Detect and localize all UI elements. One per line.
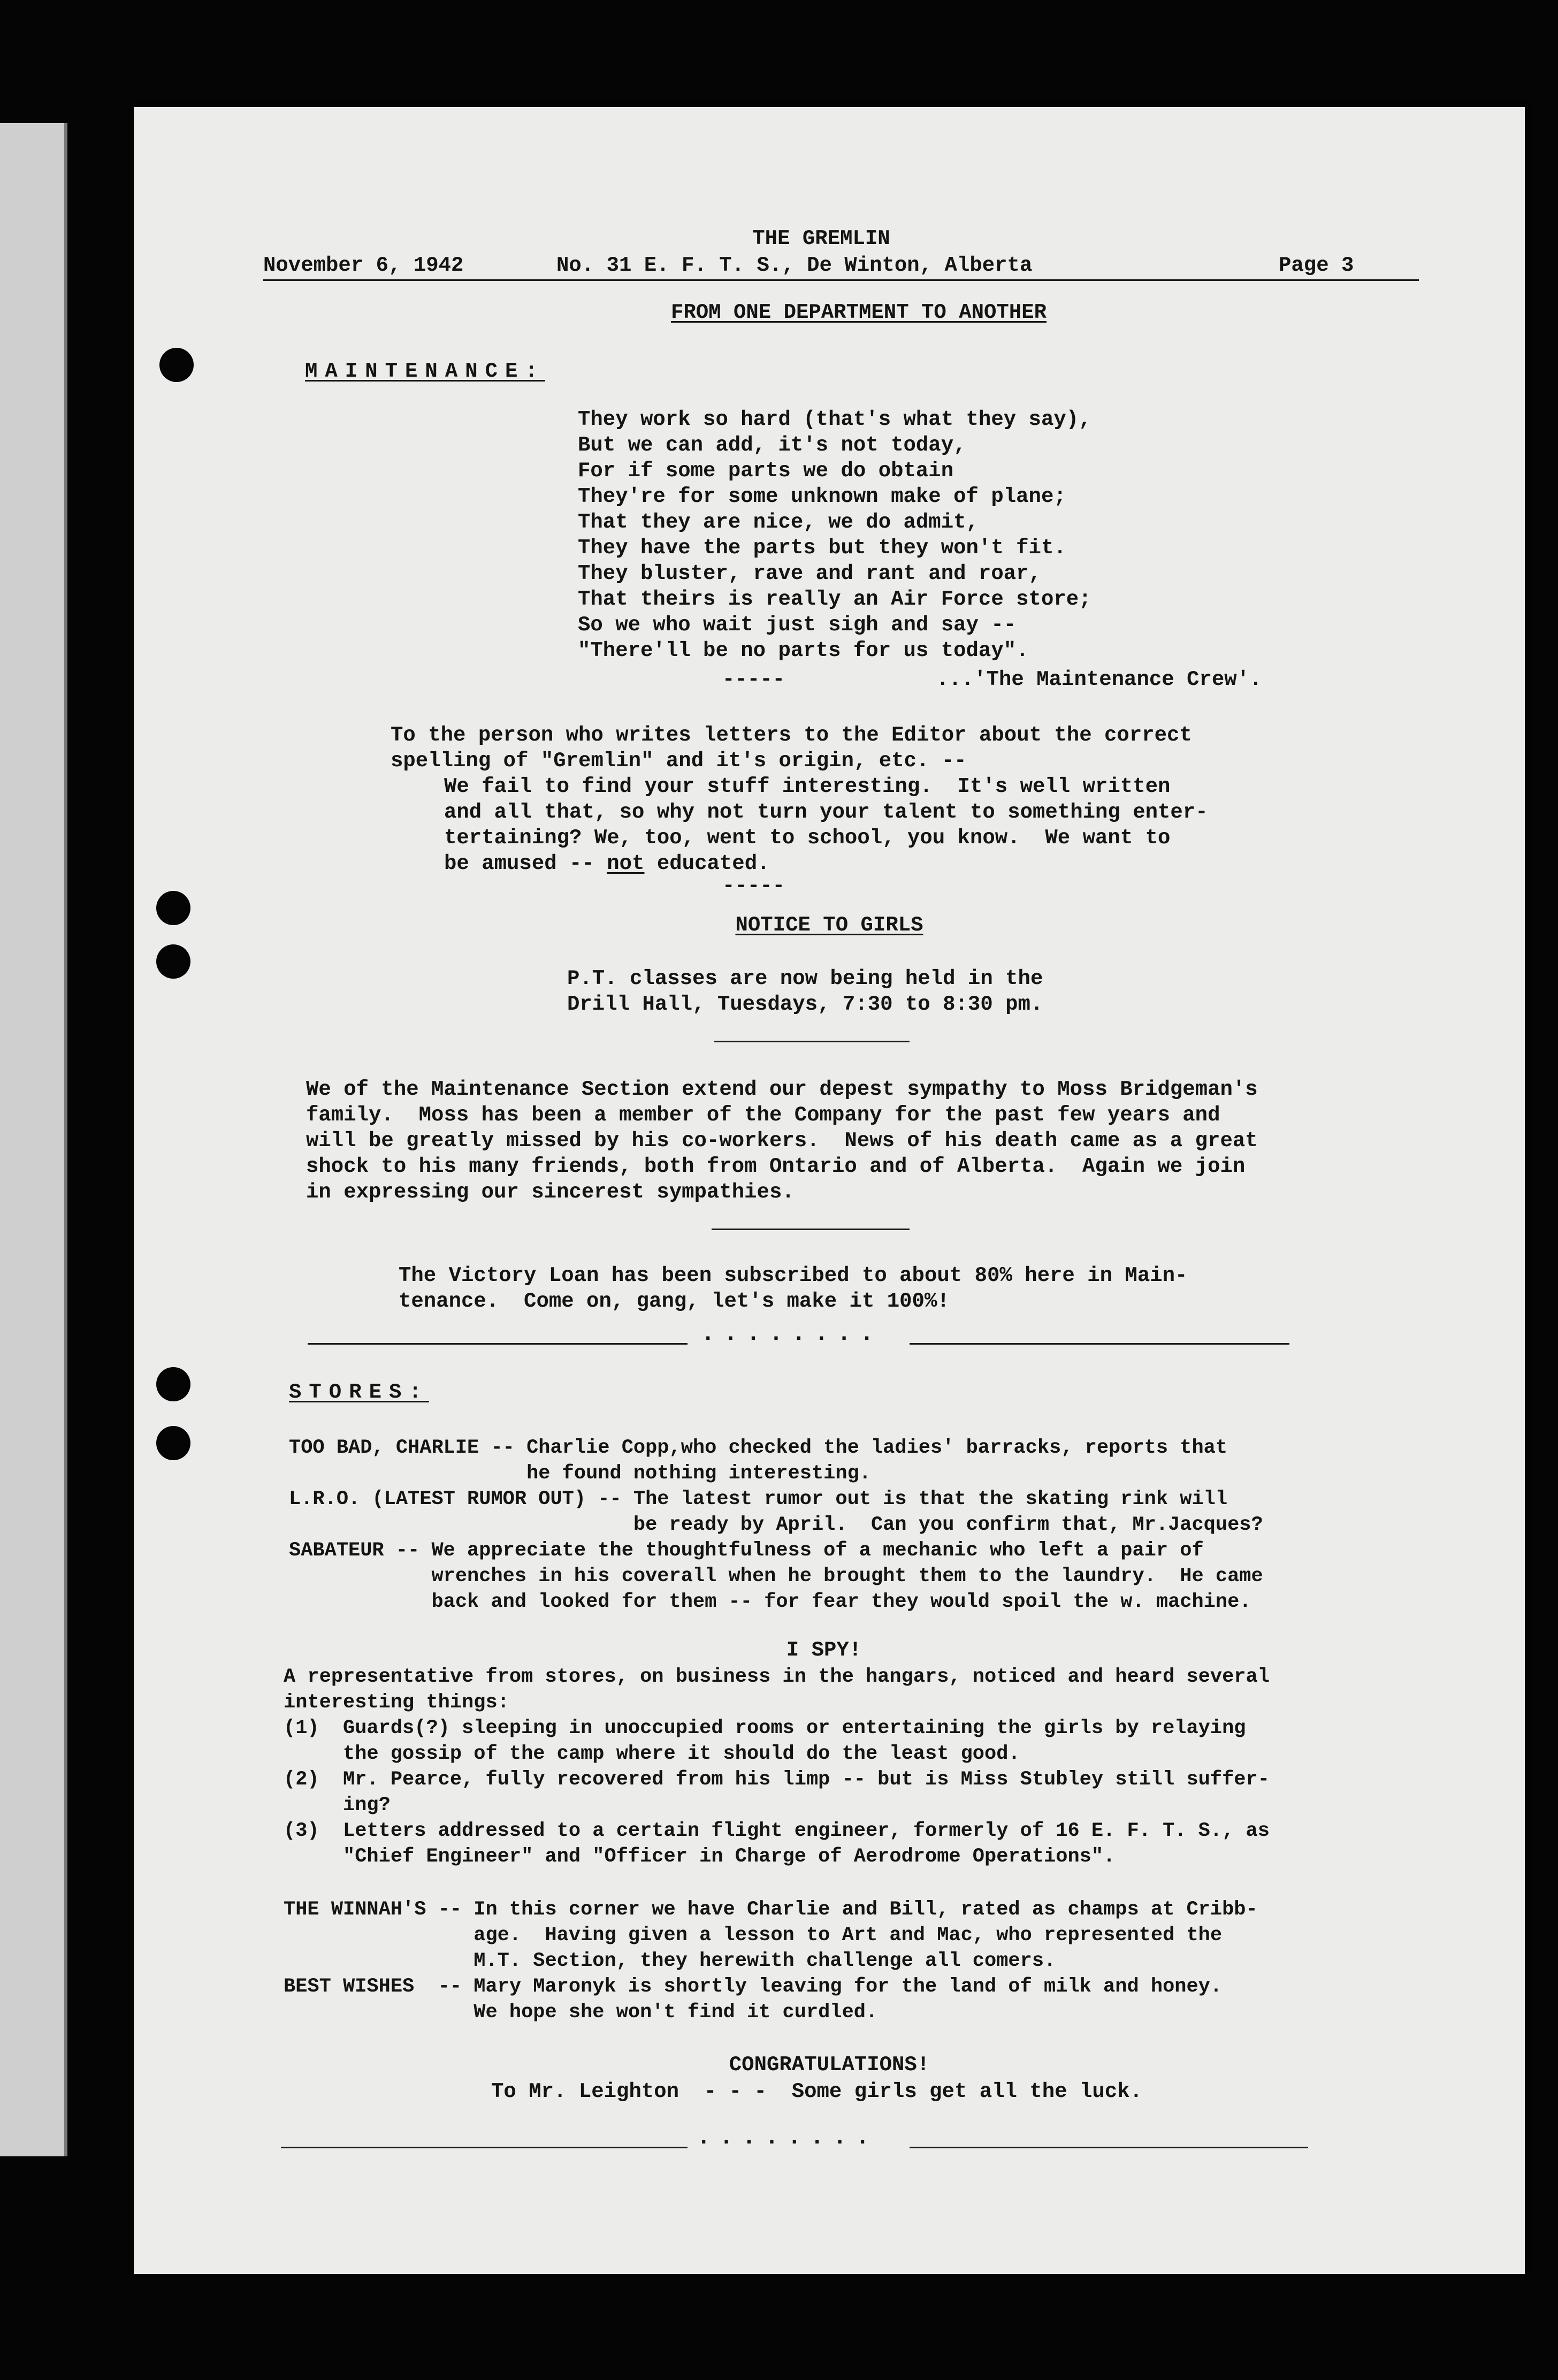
spy-intro-line: A representative from stores, on business in the hangars, noticed and heard several <box>284 1666 1270 1688</box>
stores-line: M.T. Section, they herewith challenge all comers. <box>284 1950 1056 1972</box>
maintenance-heading: MAINTENANCE: <box>305 360 545 383</box>
editor-note-line: be amused -- not educated. <box>444 852 770 875</box>
stores-line: he found nothing interesting. <box>289 1462 871 1485</box>
spy-title: I SPY! <box>786 1638 862 1662</box>
section-title: FROM ONE DEPARTMENT TO ANOTHER <box>670 301 1047 324</box>
stores-heading: STORES: <box>289 1380 429 1404</box>
notice-title: NOTICE TO GIRLS <box>735 913 923 937</box>
editor-note-line: To the person who writes letters to the Editor about the correct <box>391 723 1192 747</box>
notice-line: P.T. classes are now being held in the <box>567 967 1043 990</box>
sympathy-line: shock to his many friends, both from Ontario and of Alberta. Again we join <box>306 1155 1246 1178</box>
editor-note-line: spelling of "Gremlin" and it's origin, etc. -- <box>391 749 967 773</box>
punch-hole <box>156 944 190 979</box>
spy-list-line: (1) Guards(?) sleeping in unoccupied rooms or entertaining the girls by relaying <box>284 1717 1246 1740</box>
victory-loan-line: The Victory Loan has been subscribed to about 80% here in Main- <box>399 1264 1188 1287</box>
header-rule <box>263 279 1419 281</box>
masthead: THE GREMLIN <box>752 227 890 250</box>
unit-location: No. 31 E. F. T. S., De Winton, Alberta <box>556 254 1033 277</box>
section-rule <box>910 2147 1308 2148</box>
stores-line: We hope she won't find it curdled. <box>284 2001 878 2024</box>
sympathy-line: family. Moss has been a member of the Company for the past few years and <box>306 1103 1220 1127</box>
divider-rule <box>712 1229 910 1230</box>
poem-line: They have the parts but they won't fit. <box>578 536 1066 560</box>
stores-line: back and looked for them -- for fear they would spoil the w. machine. <box>289 1591 1251 1613</box>
poem-line: That theirs is really an Air Force store; <box>578 588 1091 611</box>
separator: ----- <box>722 874 785 898</box>
stores-line: wrenches in his coverall when he brought them to the laundry. He came <box>289 1565 1263 1588</box>
stores-line: THE WINNAH'S -- In this corner we have Charlie and Bill, rated as champs at Cribb- <box>284 1898 1258 1921</box>
punch-hole <box>156 891 190 925</box>
stores-line: SABATEUR -- We appreciate the thoughtfulness of a mechanic who left a pair of <box>289 1539 1204 1562</box>
section-rule <box>281 2147 688 2148</box>
stores-line: age. Having given a lesson to Art and Mac, who represented the <box>284 1924 1223 1947</box>
divider-rule <box>714 1041 910 1042</box>
punch-hole <box>156 1426 190 1460</box>
spy-list-line: (3) Letters addressed to a certain flight engineer, formerly of 16 E. F. T. S., as <box>284 1820 1270 1842</box>
poem-line: "There'll be no parts for us today". <box>578 639 1029 662</box>
congrats-line: To Mr. Leighton - - - Some girls get all the luck. <box>491 2080 1142 2103</box>
congrats-title: CONGRATULATIONS! <box>729 2053 930 2077</box>
spy-list-line: ing? <box>284 1794 391 1817</box>
spy-list-line: "Chief Engineer" and "Officer in Charge of Aerodrome Operations". <box>284 1845 1116 1868</box>
section-rule <box>910 1343 1289 1345</box>
editor-note-line: and all that, so why not turn your talent to something enter- <box>444 800 1208 824</box>
stores-line: TOO BAD, CHARLIE -- Charlie Copp,who checked the ladies' barracks, reports that <box>289 1437 1228 1459</box>
separator: ----- <box>722 668 785 691</box>
poem-line: That they are nice, we do admit, <box>578 510 979 534</box>
poem-line: They're for some unknown make of plane; <box>578 485 1066 508</box>
spy-list-line: the gossip of the camp where it should do the least good. <box>284 1743 1020 1765</box>
victory-loan-line: tenance. Come on, gang, let's make it 100%! <box>399 1290 950 1313</box>
section-rule <box>308 1343 688 1345</box>
punch-hole <box>159 348 194 382</box>
sympathy-line: We of the Maintenance Section extend our depest sympathy to Moss Bridgeman's <box>306 1078 1258 1101</box>
poem-line: For if some parts we do obtain <box>578 459 954 483</box>
notice-line: Drill Hall, Tuesdays, 7:30 to 8:30 pm. <box>567 993 1043 1016</box>
editor-note-line: tertaining? We, too, went to school, you know. We want to <box>444 826 1171 850</box>
stores-line: be ready by April. Can you confirm that, Mr.Jacques? <box>289 1514 1263 1536</box>
poem-line: So we who wait just sigh and say -- <box>578 613 1017 637</box>
spy-intro-line: interesting things: <box>284 1691 509 1714</box>
adjacent-page-edge <box>0 123 67 2156</box>
stores-line: L.R.O. (LATEST RUMOR OUT) -- The latest rumor out is that the skating rink will <box>289 1488 1228 1511</box>
page-number: Page 3 <box>1279 254 1354 277</box>
poem-line: They work so hard (that's what they say), <box>578 408 1091 431</box>
dot-separator: ........ <box>701 1321 883 1347</box>
spy-list-line: (2) Mr. Pearce, fully recovered from his limp -- but is Miss Stubley still suffer- <box>284 1768 1270 1791</box>
sympathy-line: in expressing our sincerest sympathies. <box>306 1180 795 1204</box>
punch-hole <box>156 1367 190 1401</box>
poem-line: But we can add, it's not today, <box>578 433 966 457</box>
issue-date: November 6, 1942 <box>263 254 464 277</box>
stores-line: BEST WISHES -- Mary Maronyk is shortly leaving for the land of milk and honey. <box>284 1975 1223 1998</box>
sympathy-line: will be greatly missed by his co-workers. News of his death came as a great <box>306 1129 1258 1153</box>
dot-separator: ........ <box>697 2124 879 2151</box>
poem-signature: ...'The Maintenance Crew'. <box>936 668 1262 691</box>
newsletter-page <box>134 107 1525 2274</box>
poem-line: They bluster, rave and rant and roar, <box>578 562 1041 585</box>
editor-note-line: We fail to find your stuff interesting. It's well written <box>444 775 1171 798</box>
